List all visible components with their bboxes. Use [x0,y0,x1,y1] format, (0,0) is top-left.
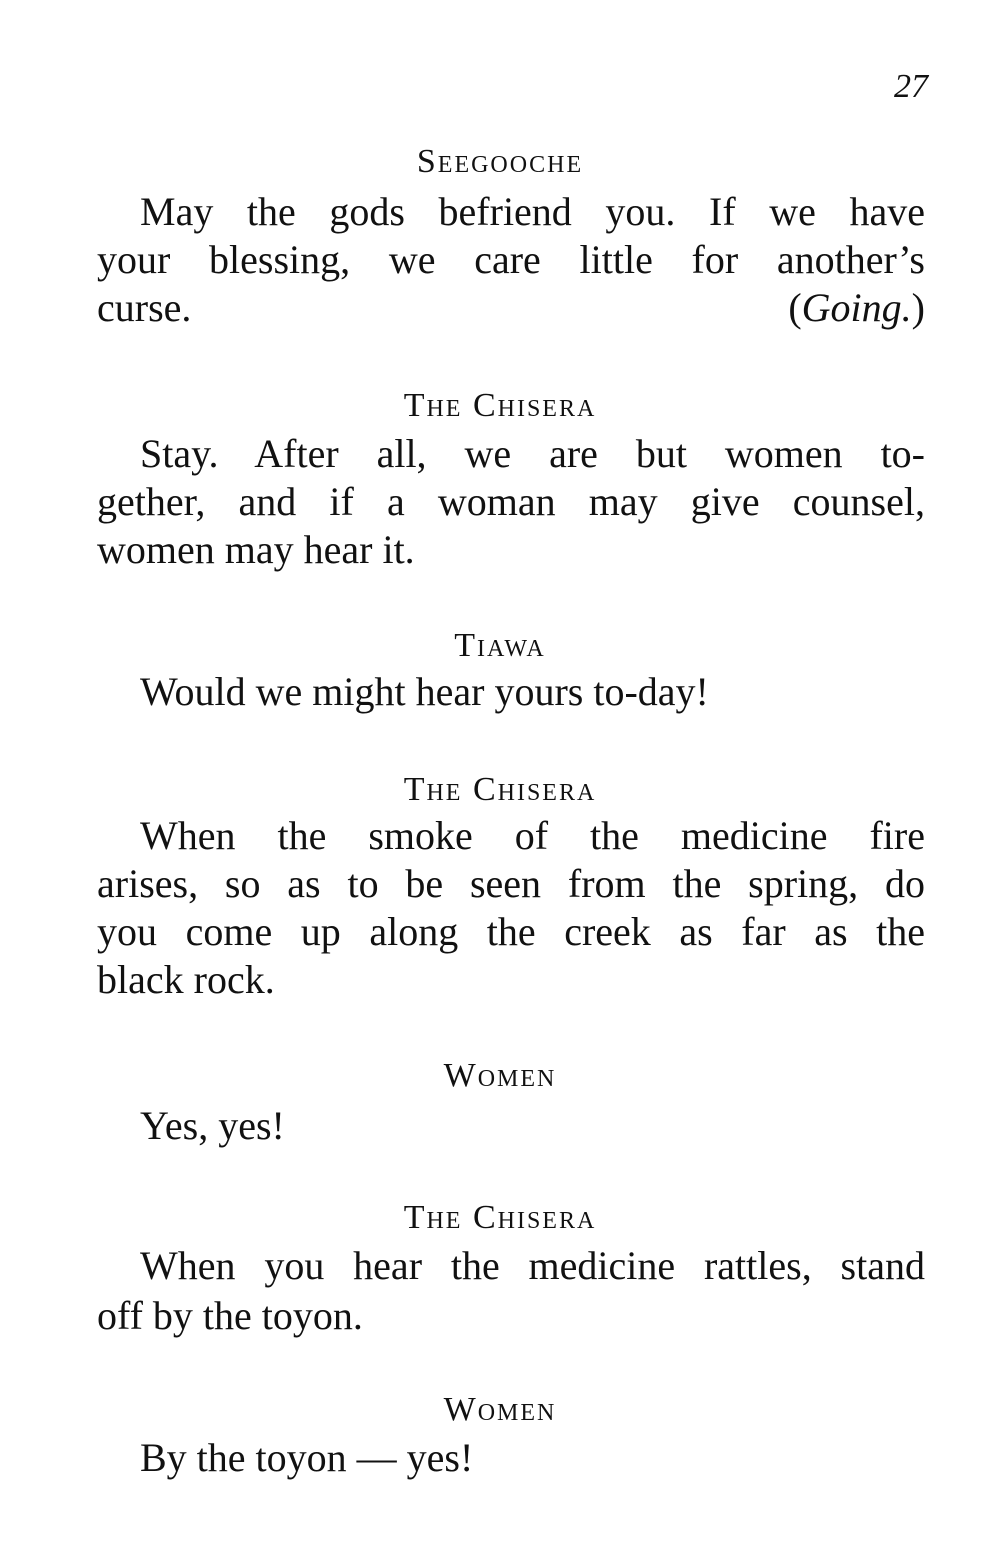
dialogue-line: May the gods befriend you. If we have [140,189,925,234]
speaker-name: The Chisera [403,771,597,808]
speaker-name: Seegooche [416,143,584,180]
speaker-name: The Chisera [403,387,597,424]
dialogue-line: curse. [97,285,192,330]
stage-direction: (Going.) [788,285,925,330]
dialogue-line: gether, and if a woman may give counsel, [97,479,925,524]
dialogue-line: When the smoke of the medicine fire [140,813,925,858]
speaker-name: Women [443,1057,557,1094]
speaker-name: The Chisera [403,1199,597,1236]
dialogue-line: When you hear the medicine rattles, stand [140,1243,925,1288]
speaker-name: Women [443,1391,557,1428]
dialogue-line: Yes, yes! [140,1103,285,1148]
dialogue-line: women may hear it. [97,527,415,572]
dialogue-line: Would we might hear yours to-day! [140,669,709,714]
dialogue-line: By the toyon — yes! [140,1435,474,1480]
dialogue-line: black rock. [97,957,275,1002]
speaker-name: Tiawa [454,627,546,664]
dialogue-line: off by the toyon. [97,1293,363,1338]
dialogue-line: your blessing, we care little for another’s [97,237,925,282]
page-number: 27 [894,68,928,105]
dialogue-line: you come up along the creek as far as the [97,909,925,954]
dialogue-line: arises, so as to be seen from the spring, do [97,861,925,906]
dialogue-line: Stay. After all, we are but women to- [140,431,925,476]
